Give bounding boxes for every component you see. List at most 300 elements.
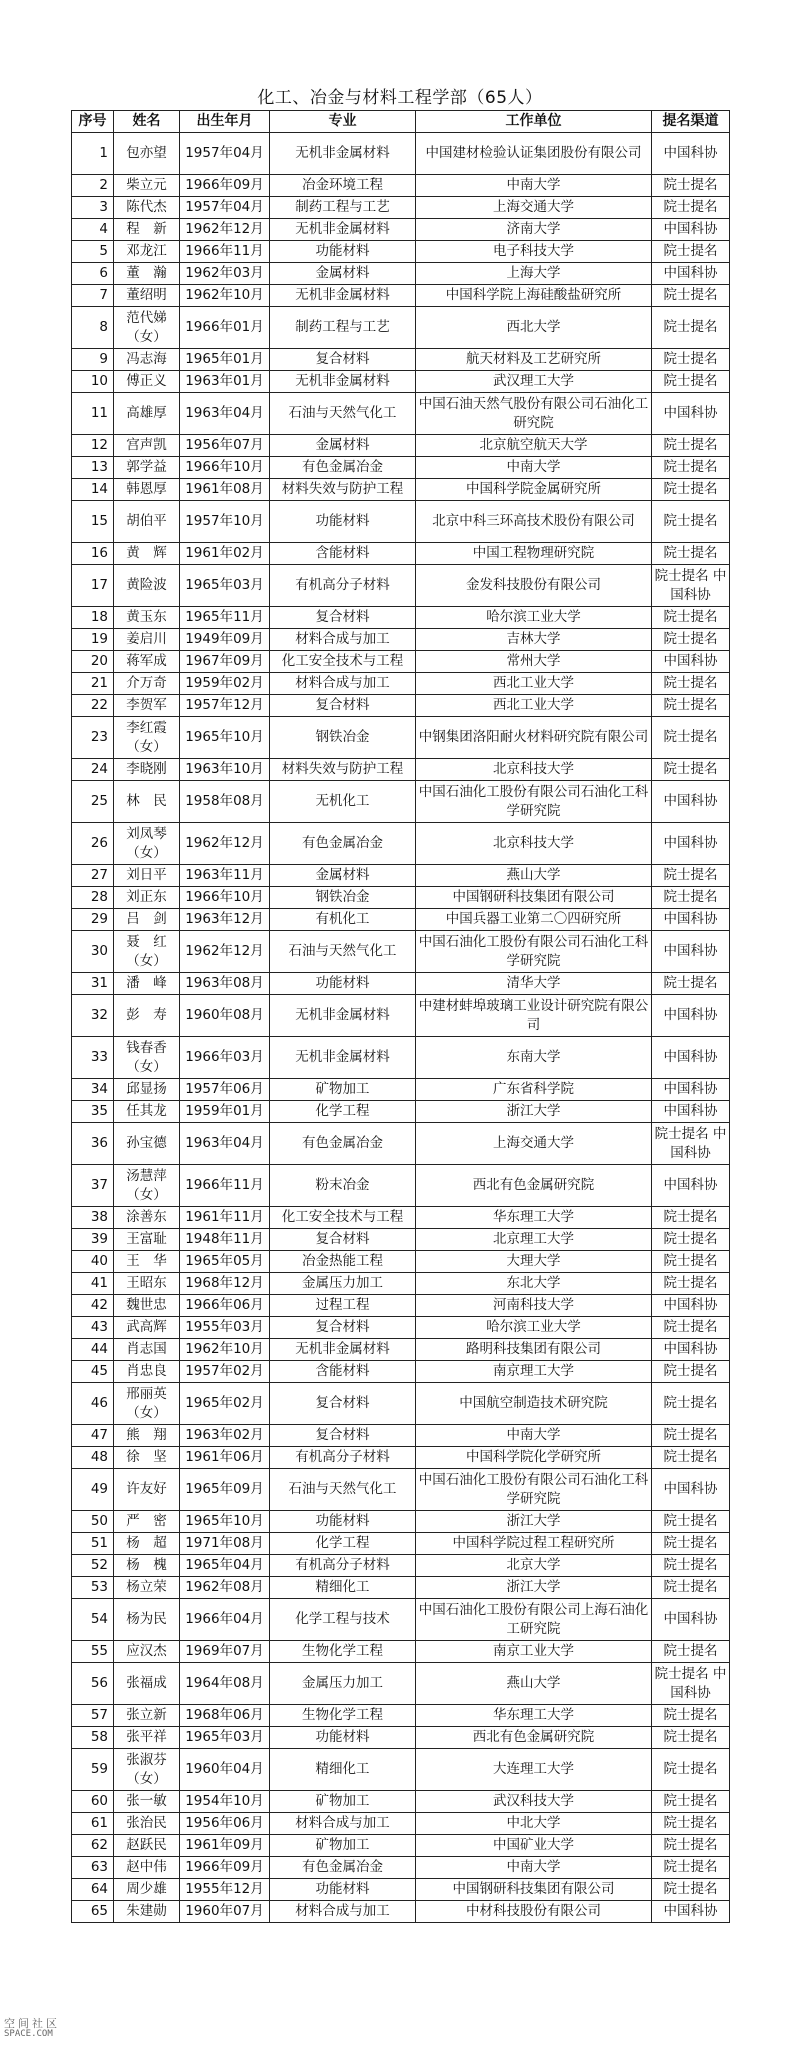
cell-employer: 南京理工大学: [416, 1361, 652, 1383]
cell-channel: 院士提名: [652, 241, 730, 263]
cell-major: 石油与天然气化工: [270, 931, 416, 973]
table-row: [72, 1295, 730, 1317]
cell-channel: 院士提名: [652, 1273, 730, 1295]
cell-name: 肖忠良: [114, 1361, 180, 1383]
cell-major: 钢铁冶金: [270, 887, 416, 909]
table-row: [72, 1705, 730, 1727]
table-row: [72, 759, 730, 781]
cell-employer: 北京大学: [416, 1555, 652, 1577]
cell-birth: 1968年12月: [180, 1273, 270, 1295]
cell-major: 材料合成与加工: [270, 1901, 416, 1923]
cell-index: 62: [72, 1835, 114, 1857]
cell-index: 7: [72, 285, 114, 307]
cell-birth: 1955年12月: [180, 1879, 270, 1901]
cell-birth: 1948年11月: [180, 1229, 270, 1251]
table-row: [72, 995, 730, 1037]
table-row: [72, 651, 730, 673]
cell-name: 黄 辉: [114, 543, 180, 565]
table-row: [72, 241, 730, 263]
cell-channel: 院士提名: [652, 695, 730, 717]
cell-index: 15: [72, 501, 114, 543]
cell-major: 功能材料: [270, 1727, 416, 1749]
table-row: [72, 371, 730, 393]
cell-index: 50: [72, 1511, 114, 1533]
cell-name: 汤慧萍（女）: [114, 1165, 180, 1207]
cell-index: 44: [72, 1339, 114, 1361]
table-row: [72, 931, 730, 973]
cell-index: 36: [72, 1123, 114, 1165]
col-header-employer: 工作单位: [416, 111, 652, 133]
cell-birth: 1963年08月: [180, 973, 270, 995]
cell-name: 王昭东: [114, 1273, 180, 1295]
cell-index: 14: [72, 479, 114, 501]
table-row: [72, 673, 730, 695]
cell-birth: 1962年12月: [180, 823, 270, 865]
table-row: [72, 457, 730, 479]
cell-major: 金属压力加工: [270, 1663, 416, 1705]
cell-employer: 上海大学: [416, 263, 652, 285]
cell-major: 化工安全技术与工程: [270, 1207, 416, 1229]
cell-name: 介万奇: [114, 673, 180, 695]
cell-name: 朱建勋: [114, 1901, 180, 1923]
cell-employer: 中材科技股份有限公司: [416, 1901, 652, 1923]
cell-name: 董 瀚: [114, 263, 180, 285]
cell-birth: 1962年12月: [180, 931, 270, 973]
cell-channel: 中国科协: [652, 393, 730, 435]
cell-employer: 中建材蚌埠玻璃工业设计研究院有限公司: [416, 995, 652, 1037]
cell-name: 徐 坚: [114, 1447, 180, 1469]
cell-name: 韩恩厚: [114, 479, 180, 501]
table-row: [72, 1511, 730, 1533]
cell-birth: 1962年08月: [180, 1577, 270, 1599]
cell-employer: 中国钢研科技集团有限公司: [416, 887, 652, 909]
cell-birth: 1965年10月: [180, 1511, 270, 1533]
cell-name: 严 密: [114, 1511, 180, 1533]
table-row: [72, 1469, 730, 1511]
table-row: [72, 393, 730, 435]
cell-channel: 院士提名: [652, 1317, 730, 1339]
cell-birth: 1965年02月: [180, 1383, 270, 1425]
cell-birth: 1969年07月: [180, 1641, 270, 1663]
cell-channel: 院士提名: [652, 1641, 730, 1663]
cell-birth: 1966年10月: [180, 457, 270, 479]
cell-major: 复合材料: [270, 1383, 416, 1425]
cell-employer: 西北工业大学: [416, 673, 652, 695]
table-row: [72, 543, 730, 565]
cell-major: 复合材料: [270, 607, 416, 629]
cell-major: 钢铁冶金: [270, 717, 416, 759]
cell-employer: 广东省科学院: [416, 1079, 652, 1101]
cell-birth: 1963年04月: [180, 393, 270, 435]
cell-name: 孙宝德: [114, 1123, 180, 1165]
cell-index: 52: [72, 1555, 114, 1577]
cell-employer: 中国石油天然气股份有限公司石油化工研究院: [416, 393, 652, 435]
cell-employer: 北京科技大学: [416, 823, 652, 865]
table-row: [72, 1813, 730, 1835]
cell-employer: 哈尔滨工业大学: [416, 1317, 652, 1339]
cell-major: 生物化学工程: [270, 1641, 416, 1663]
cell-channel: 院士提名: [652, 371, 730, 393]
cell-birth: 1961年08月: [180, 479, 270, 501]
cell-index: 65: [72, 1901, 114, 1923]
cell-employer: 中南大学: [416, 457, 652, 479]
cell-name: 赵中伟: [114, 1857, 180, 1879]
cell-birth: 1966年04月: [180, 1599, 270, 1641]
cell-channel: 院士提名: [652, 1207, 730, 1229]
cell-major: 有色金属冶金: [270, 1123, 416, 1165]
table-row: [72, 1079, 730, 1101]
cell-birth: 1958年08月: [180, 781, 270, 823]
cell-channel: 院士提名 中国科协: [652, 565, 730, 607]
table-row: [72, 1641, 730, 1663]
cell-name: 柴立元: [114, 175, 180, 197]
table-row: [72, 197, 730, 219]
table-row: [72, 435, 730, 457]
cell-channel: 院士提名: [652, 307, 730, 349]
cell-channel: 院士提名: [652, 1835, 730, 1857]
cell-major: 过程工程: [270, 1295, 416, 1317]
table-row: [72, 133, 730, 175]
table-row: [72, 717, 730, 759]
cell-employer: 华东理工大学: [416, 1705, 652, 1727]
cell-channel: 院士提名: [652, 479, 730, 501]
cell-channel: 中国科协: [652, 1165, 730, 1207]
cell-channel: 院士提名: [652, 349, 730, 371]
cell-name: 林 民: [114, 781, 180, 823]
cell-channel: 院士提名: [652, 1879, 730, 1901]
cell-employer: 大理大学: [416, 1251, 652, 1273]
cell-employer: 浙江大学: [416, 1577, 652, 1599]
cell-index: 42: [72, 1295, 114, 1317]
cell-channel: 院士提名: [652, 1813, 730, 1835]
cell-name: 潘 峰: [114, 973, 180, 995]
cell-index: 18: [72, 607, 114, 629]
cell-channel: 中国科协: [652, 909, 730, 931]
cell-index: 28: [72, 887, 114, 909]
cell-employer: 东北大学: [416, 1273, 652, 1295]
cell-channel: 院士提名: [652, 1791, 730, 1813]
cell-employer: 航天材料及工艺研究所: [416, 349, 652, 371]
table-row: [72, 175, 730, 197]
cell-major: 有色金属冶金: [270, 457, 416, 479]
cell-index: 26: [72, 823, 114, 865]
cell-birth: 1957年06月: [180, 1079, 270, 1101]
cell-name: 涂善东: [114, 1207, 180, 1229]
cell-employer: 常州大学: [416, 651, 652, 673]
cell-birth: 1963年10月: [180, 759, 270, 781]
table-row: [72, 1879, 730, 1901]
cell-name: 傅正义: [114, 371, 180, 393]
cell-name: 张立新: [114, 1705, 180, 1727]
cell-channel: 中国科协: [652, 1339, 730, 1361]
cell-index: 24: [72, 759, 114, 781]
table-row: [72, 1425, 730, 1447]
cell-name: 邱显扬: [114, 1079, 180, 1101]
cell-index: 25: [72, 781, 114, 823]
cell-name: 董绍明: [114, 285, 180, 307]
cell-major: 无机化工: [270, 781, 416, 823]
cell-index: 10: [72, 371, 114, 393]
cell-name: 王富耻: [114, 1229, 180, 1251]
cell-employer: 武汉科技大学: [416, 1791, 652, 1813]
cell-major: 粉末冶金: [270, 1165, 416, 1207]
cell-employer: 西北有色金属研究院: [416, 1727, 652, 1749]
cell-major: 含能材料: [270, 1361, 416, 1383]
cell-index: 55: [72, 1641, 114, 1663]
cell-birth: 1957年04月: [180, 133, 270, 175]
cell-birth: 1954年10月: [180, 1791, 270, 1813]
cell-major: 金属材料: [270, 435, 416, 457]
table-row: [72, 1207, 730, 1229]
cell-name: 应汉杰: [114, 1641, 180, 1663]
cell-birth: 1965年03月: [180, 565, 270, 607]
cell-major: 材料合成与加工: [270, 629, 416, 651]
cell-index: 20: [72, 651, 114, 673]
cell-name: 肖志国: [114, 1339, 180, 1361]
cell-birth: 1956年07月: [180, 435, 270, 457]
col-header-birth: 出生年月: [180, 111, 270, 133]
cell-major: 矿物加工: [270, 1079, 416, 1101]
cell-channel: 院士提名: [652, 175, 730, 197]
cell-major: 化学工程: [270, 1533, 416, 1555]
cell-major: 复合材料: [270, 1317, 416, 1339]
cell-birth: 1960年08月: [180, 995, 270, 1037]
cell-channel: 院士提名: [652, 1425, 730, 1447]
table-row: [72, 1749, 730, 1791]
cell-major: 无机非金属材料: [270, 371, 416, 393]
cell-name: 陈代杰: [114, 197, 180, 219]
cell-major: 化工安全技术与工程: [270, 651, 416, 673]
cell-name: 范代娣（女）: [114, 307, 180, 349]
cell-major: 材料失效与防护工程: [270, 759, 416, 781]
cell-channel: 院士提名: [652, 629, 730, 651]
table-row: [72, 781, 730, 823]
table-row: [72, 1791, 730, 1813]
cell-name: 张治民: [114, 1813, 180, 1835]
cell-employer: 中国工程物理研究院: [416, 543, 652, 565]
cell-name: 刘正东: [114, 887, 180, 909]
cell-name: 王 华: [114, 1251, 180, 1273]
cell-birth: 1959年02月: [180, 673, 270, 695]
cell-name: 钱春香（女）: [114, 1037, 180, 1079]
cell-employer: 西北工业大学: [416, 695, 652, 717]
cell-index: 30: [72, 931, 114, 973]
cell-major: 化学工程: [270, 1101, 416, 1123]
cell-birth: 1961年11月: [180, 1207, 270, 1229]
cell-birth: 1966年09月: [180, 175, 270, 197]
table-row: [72, 607, 730, 629]
cell-name: 蒋军成: [114, 651, 180, 673]
cell-channel: 中国科协: [652, 651, 730, 673]
cell-channel: 中国科协: [652, 1101, 730, 1123]
cell-channel: 院士提名: [652, 607, 730, 629]
cell-channel: 中国科协: [652, 1469, 730, 1511]
cell-employer: 中国航空制造技术研究院: [416, 1383, 652, 1425]
cell-name: 杨立荣: [114, 1577, 180, 1599]
cell-name: 宫声凯: [114, 435, 180, 457]
table-row: [72, 501, 730, 543]
cell-major: 有色金属冶金: [270, 1857, 416, 1879]
cell-index: 45: [72, 1361, 114, 1383]
cell-employer: 中国矿业大学: [416, 1835, 652, 1857]
cell-major: 矿物加工: [270, 1835, 416, 1857]
cell-channel: 中国科协: [652, 1901, 730, 1923]
cell-employer: 西北有色金属研究院: [416, 1165, 652, 1207]
table-row: [72, 1123, 730, 1165]
cell-channel: 院士提名: [652, 1361, 730, 1383]
cell-name: 程 新: [114, 219, 180, 241]
table-row: [72, 1533, 730, 1555]
cell-major: 冶金热能工程: [270, 1251, 416, 1273]
cell-name: 彭 寿: [114, 995, 180, 1037]
cell-employer: 武汉理工大学: [416, 371, 652, 393]
cell-employer: 北京中科三环高技术股份有限公司: [416, 501, 652, 543]
cell-channel: 院士提名: [652, 887, 730, 909]
cell-name: 吕 剑: [114, 909, 180, 931]
cell-channel: 院士提名: [652, 1749, 730, 1791]
cell-channel: 中国科协: [652, 1295, 730, 1317]
cell-birth: 1966年09月: [180, 1857, 270, 1879]
cell-birth: 1971年08月: [180, 1533, 270, 1555]
table-row: [72, 1229, 730, 1251]
cell-employer: 燕山大学: [416, 1663, 652, 1705]
cell-employer: 上海交通大学: [416, 197, 652, 219]
cell-employer: 中国科学院上海硅酸盐研究所: [416, 285, 652, 307]
cell-birth: 1955年03月: [180, 1317, 270, 1339]
cell-employer: 清华大学: [416, 973, 652, 995]
cell-employer: 中钢集团洛阳耐火材料研究院有限公司: [416, 717, 652, 759]
cell-major: 材料合成与加工: [270, 673, 416, 695]
cell-channel: 院士提名: [652, 1533, 730, 1555]
cell-channel: 院士提名: [652, 759, 730, 781]
cell-birth: 1965年01月: [180, 349, 270, 371]
cell-major: 无机非金属材料: [270, 285, 416, 307]
cell-channel: 院士提名: [652, 1511, 730, 1533]
cell-index: 38: [72, 1207, 114, 1229]
cell-index: 11: [72, 393, 114, 435]
cell-channel: 中国科协: [652, 1599, 730, 1641]
cell-employer: 中国钢研科技集团有限公司: [416, 1879, 652, 1901]
cell-index: 3: [72, 197, 114, 219]
cell-channel: 中国科协: [652, 781, 730, 823]
cell-major: 有机高分子材料: [270, 1447, 416, 1469]
cell-employer: 中国科学院过程工程研究所: [416, 1533, 652, 1555]
cell-index: 13: [72, 457, 114, 479]
cell-name: 杨 超: [114, 1533, 180, 1555]
cell-employer: 南京工业大学: [416, 1641, 652, 1663]
cell-name: 杨为民: [114, 1599, 180, 1641]
cell-major: 无机非金属材料: [270, 133, 416, 175]
cell-birth: 1961年06月: [180, 1447, 270, 1469]
cell-name: 武高辉: [114, 1317, 180, 1339]
cell-channel: 院士提名 中国科协: [652, 1663, 730, 1705]
cell-birth: 1965年03月: [180, 1727, 270, 1749]
watermark-logo-text: 空间社区: [4, 2017, 60, 2030]
cell-index: 8: [72, 307, 114, 349]
cell-index: 49: [72, 1469, 114, 1511]
table-row: [72, 1447, 730, 1469]
page-title: 化工、冶金与材料工程学部（65人）: [257, 88, 543, 108]
table-row: [72, 865, 730, 887]
cell-name: 黄险波: [114, 565, 180, 607]
cell-major: 制药工程与工艺: [270, 307, 416, 349]
cell-birth: 1964年08月: [180, 1663, 270, 1705]
cell-employer: 华东理工大学: [416, 1207, 652, 1229]
cell-channel: 院士提名: [652, 1577, 730, 1599]
cell-employer: 中国兵器工业第二〇四研究所: [416, 909, 652, 931]
cell-channel: 院士提名: [652, 197, 730, 219]
cell-channel: 院士提名: [652, 501, 730, 543]
cell-index: 23: [72, 717, 114, 759]
cell-channel: 院士提名: [652, 973, 730, 995]
cell-name: 邢丽英（女）: [114, 1383, 180, 1425]
table-row: [72, 263, 730, 285]
table-row: [72, 973, 730, 995]
table-row: [72, 1037, 730, 1079]
cell-channel: 院士提名: [652, 1555, 730, 1577]
cell-index: 35: [72, 1101, 114, 1123]
cell-index: 37: [72, 1165, 114, 1207]
cell-employer: 浙江大学: [416, 1101, 652, 1123]
cell-major: 复合材料: [270, 349, 416, 371]
cell-employer: 中国石油化工股份有限公司石油化工科学研究院: [416, 781, 652, 823]
table-row: [72, 1555, 730, 1577]
table-row: [72, 1577, 730, 1599]
cell-major: 无机非金属材料: [270, 1339, 416, 1361]
table-row: [72, 285, 730, 307]
cell-name: 姜启川: [114, 629, 180, 651]
cell-employer: 中国建材检验认证集团股份有限公司: [416, 133, 652, 175]
cell-name: 张一敏: [114, 1791, 180, 1813]
cell-major: 复合材料: [270, 695, 416, 717]
cell-employer: 燕山大学: [416, 865, 652, 887]
cell-channel: 院士提名: [652, 673, 730, 695]
cell-birth: 1966年11月: [180, 1165, 270, 1207]
cell-name: 邓龙江: [114, 241, 180, 263]
col-header-major: 专业: [270, 111, 416, 133]
cell-name: 周少雄: [114, 1879, 180, 1901]
cell-major: 有机高分子材料: [270, 565, 416, 607]
cell-birth: 1960年07月: [180, 1901, 270, 1923]
cell-employer: 路明科技集团有限公司: [416, 1339, 652, 1361]
table-row: [72, 307, 730, 349]
table-row: [72, 1835, 730, 1857]
cell-birth: 1966年06月: [180, 1295, 270, 1317]
cell-channel: 中国科协: [652, 995, 730, 1037]
cell-birth: 1956年06月: [180, 1813, 270, 1835]
table-row: [72, 1857, 730, 1879]
cell-birth: 1961年02月: [180, 543, 270, 565]
cell-major: 功能材料: [270, 1511, 416, 1533]
cell-major: 有机高分子材料: [270, 1555, 416, 1577]
cell-major: 有色金属冶金: [270, 823, 416, 865]
cell-birth: 1957年10月: [180, 501, 270, 543]
cell-major: 冶金环境工程: [270, 175, 416, 197]
cell-index: 9: [72, 349, 114, 371]
cell-employer: 中南大学: [416, 1425, 652, 1447]
table-row: [72, 1273, 730, 1295]
col-header-name: 姓名: [114, 111, 180, 133]
cell-major: 材料失效与防护工程: [270, 479, 416, 501]
cell-birth: 1965年04月: [180, 1555, 270, 1577]
cell-name: 赵跃民: [114, 1835, 180, 1857]
cell-channel: 中国科协: [652, 823, 730, 865]
cell-employer: 中北大学: [416, 1813, 652, 1835]
cell-name: 许友好: [114, 1469, 180, 1511]
cell-channel: 中国科协: [652, 133, 730, 175]
cell-major: 复合材料: [270, 1425, 416, 1447]
cell-employer: 济南大学: [416, 219, 652, 241]
